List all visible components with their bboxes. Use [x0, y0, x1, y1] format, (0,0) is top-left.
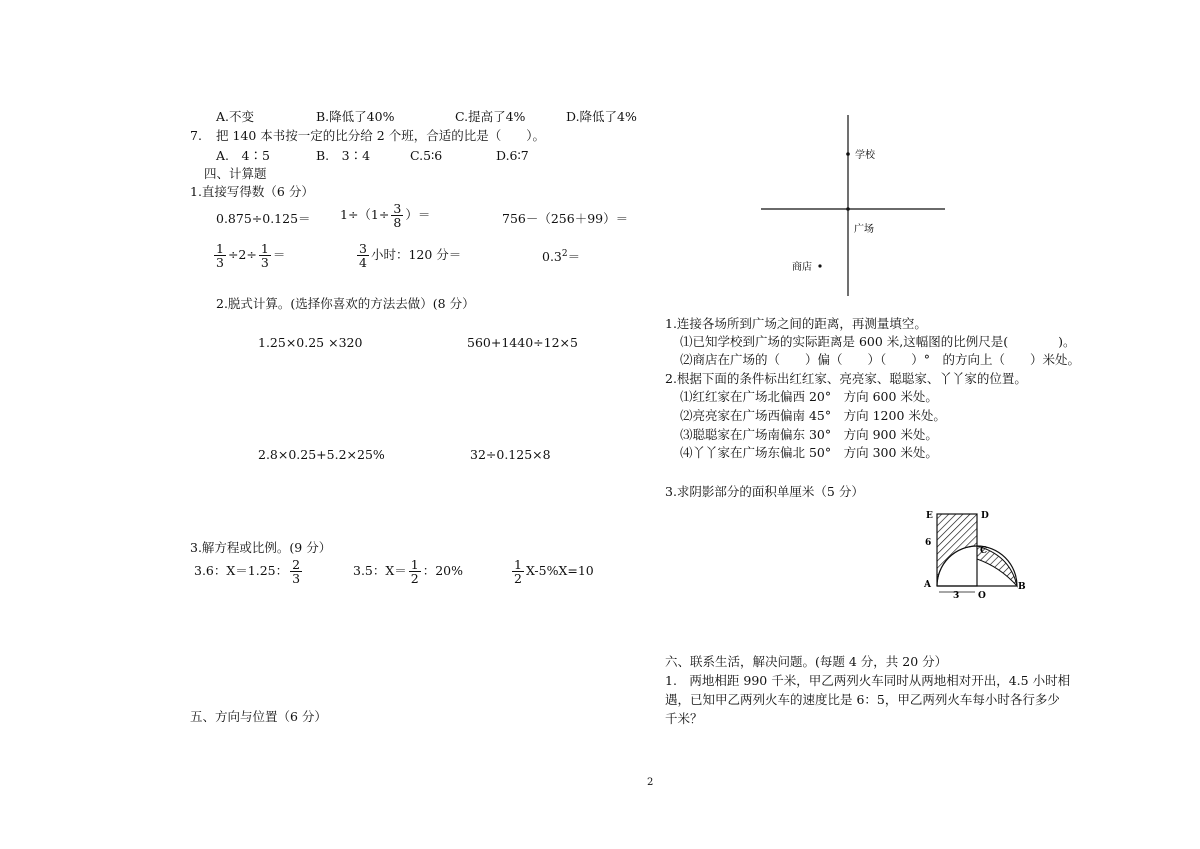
- section6-title: 六、联系生活，解决问题。(每题 4 分，共 20 分）: [665, 654, 948, 669]
- calc-2: 1÷（1÷ $\frac{3}{8}$ ）＝: [340, 201, 431, 231]
- label-C: C: [980, 546, 988, 556]
- section6-q1-line2: 遇，已知甲乙两列火车的速度比是 6：5，甲乙两列火车每小时各行多少: [665, 692, 1060, 707]
- part1-title: 1.直接写得数（6 分）: [190, 184, 314, 199]
- section6-q1-line3: 千米？: [665, 711, 703, 726]
- section4-title: 四、计算题: [204, 166, 267, 181]
- equation-3: $\frac{1}{2}$ X-5%X=10: [514, 557, 594, 587]
- calc-6: $0.3^2=$: [542, 249, 581, 265]
- direction-q2-2: ⑵亮亮家在广场西偏南 45° 方向 1200 米处。: [680, 408, 946, 423]
- q6-option-a: A.不变: [216, 109, 255, 124]
- step-calc-2: 560+1440÷12×5: [467, 335, 578, 350]
- direction-map: [755, 110, 955, 300]
- label-O: O: [978, 591, 986, 601]
- calc-3: 756－（256＋99）＝: [502, 211, 629, 226]
- square-point: [846, 207, 850, 211]
- direction-q2-4: ⑷丫丫家在广场东偏北 50° 方向 300 米处。: [680, 445, 938, 460]
- q6-option-d: D.降低了4%: [566, 109, 637, 124]
- q7-option-a: A. 4∶5: [216, 148, 270, 163]
- equation-2: 3.5：X＝ $\frac{1}{2}$ ：20%: [353, 557, 464, 587]
- side-length-label: 6: [925, 538, 932, 548]
- direction-q3: 3.求阴影部分的面积单厘米（5 分）: [665, 484, 864, 499]
- q6-option-c: C.提高了4%: [455, 109, 526, 124]
- shop-label: 商店: [792, 262, 812, 273]
- calc-5: $\frac{3}{4}$ 小时：120 分＝: [359, 241, 462, 271]
- step-calc-3: 2.8×0.25+5.2×25%: [258, 447, 385, 462]
- direction-q2-3: ⑶聪聪家在广场南偏东 30° 方向 900 米处。: [680, 427, 938, 442]
- section5-title: 五、方向与位置（6 分）: [190, 709, 327, 724]
- section6-q1-line1: 1. 两地相距 990 千米，甲乙两列火车同时从两地相对开出，4.5 小时相: [665, 673, 1071, 688]
- q6-option-b: B.降低了40%: [316, 109, 395, 124]
- part2-title: 2.脱式计算。(选择你喜欢的方法去做）(8 分）: [216, 296, 475, 311]
- q7-option-b: B. 3∶4: [316, 148, 371, 163]
- direction-q1: 1.连接各场所到广场之间的距离，再测量填空。: [665, 316, 927, 331]
- page-number: 2: [647, 777, 654, 788]
- school-label: 学校: [855, 150, 875, 161]
- q7-number: 7.: [190, 128, 202, 143]
- label-B: B: [1018, 582, 1026, 592]
- q7-option-d: D.6∶7: [496, 148, 529, 163]
- shaded-region-top: [937, 514, 977, 586]
- direction-q2: 2.根据下面的条件标出红红家、亮亮家、聪聪家、丫丫家的位置。: [665, 371, 1027, 386]
- equation-1: 3.6：X＝1.25： $\frac{2}{3}$: [194, 557, 301, 587]
- square-label: 广场: [854, 224, 874, 235]
- label-D: D: [981, 511, 989, 521]
- q7-option-c: C.5∶6: [410, 148, 443, 163]
- direction-q2-1: ⑴红红家在广场北偏西 20° 方向 600 米处。: [680, 389, 938, 404]
- calc-1: 0.875÷0.125＝: [216, 211, 311, 226]
- q7-text: 把 140 本书按一定的比分给 2 个班，合适的比是（ ）。: [216, 128, 545, 143]
- label-E: E: [926, 511, 933, 521]
- base-length-label: 3: [953, 591, 960, 601]
- calc-4: $\frac{1}{3}$ ÷2÷ $\frac{1}{3}$ ＝: [216, 241, 286, 271]
- direction-q1-1: ⑴已知学校到广场的实际距离是 600 米,这幅图的比例尺是( )。: [680, 334, 1076, 349]
- direction-q1-2: ⑵商店在广场的（ ）偏（ ）（ ）° 的方向上（ ）米处。: [680, 352, 1081, 367]
- shaded-area-figure: [915, 505, 1030, 605]
- step-calc-4: 32÷0.125×8: [470, 447, 551, 462]
- step-calc-1: 1.25×0.25 ×320: [258, 335, 363, 350]
- school-point: [846, 152, 850, 156]
- part3-title: 3.解方程或比例。(9 分）: [190, 540, 332, 555]
- shop-point: [818, 264, 821, 267]
- label-A: A: [924, 580, 931, 590]
